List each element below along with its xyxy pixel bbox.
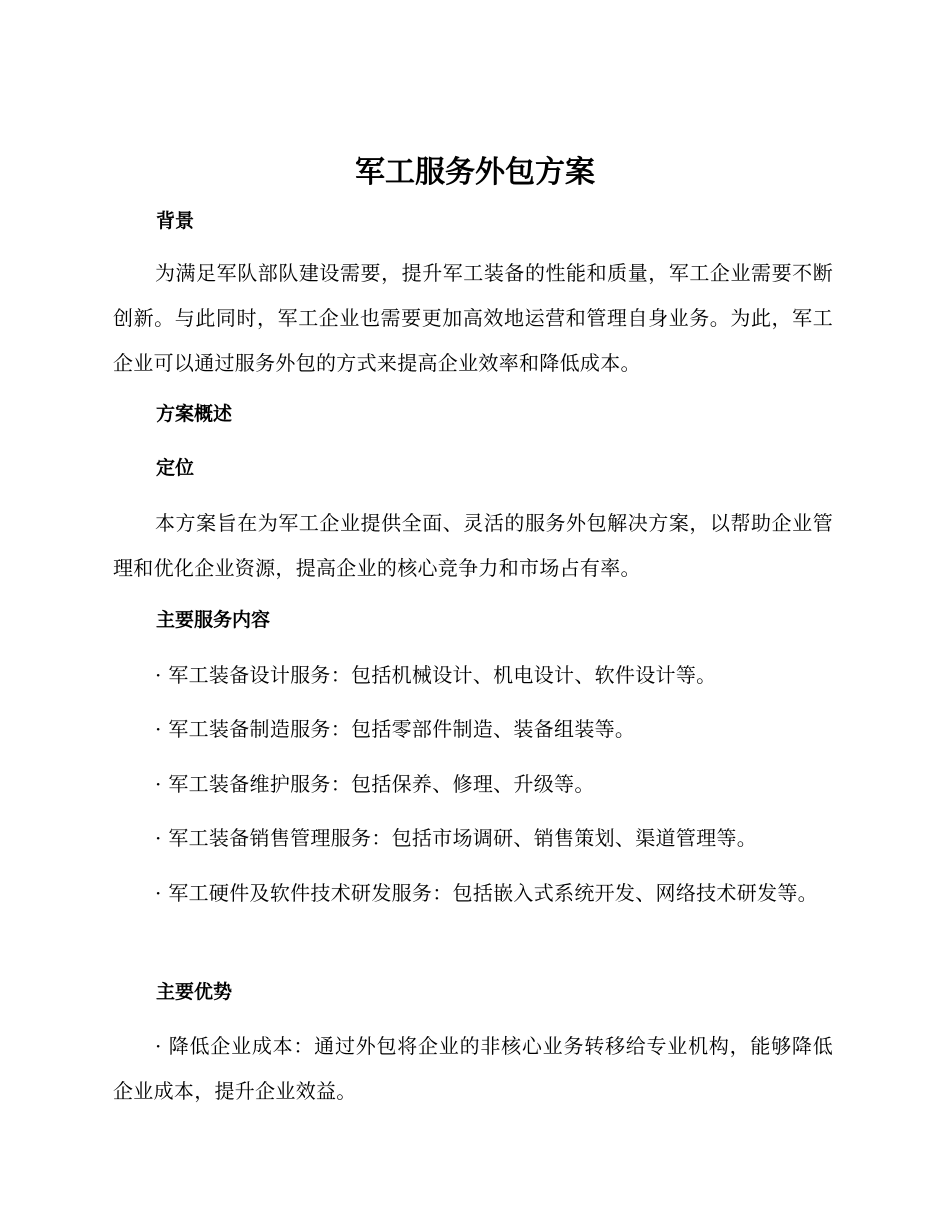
- paragraph-background: 为满足军队部队建设需要，提升军工装备的性能和质量，军工企业需要不断创新。与此同时，军工企业也需要更加高效地运营和管理自身业务。为此，军工企业可以通过服务外包的方式来提高企业效率和降低成本。: [113, 261, 833, 375]
- list-item-advantage-cost: · 降低企业成本：通过外包将企业的非核心业务转移给专业机构，能够降低企业成本，提升企业效益。: [113, 1034, 833, 1103]
- list-item-service-manufacturing: · 军工装备制造服务：包括零部件制造、装备组装等。: [155, 717, 636, 741]
- list-item-service-design: · 军工装备设计服务：包括机械设计、机电设计、软件设计等。: [155, 663, 717, 687]
- paragraph-positioning: 本方案旨在为军工企业提供全面、灵活的服务外包解决方案，以帮助企业管理和优化企业资源，提高企业的核心竞争力和市场占有率。: [113, 511, 833, 580]
- list-item-service-maintenance: · 军工装备维护服务：包括保养、修理、升级等。: [155, 772, 595, 796]
- heading-background: 背景: [156, 210, 195, 232]
- document-title: 军工服务外包方案: [355, 155, 595, 190]
- heading-positioning: 定位: [156, 457, 195, 479]
- heading-advantages: 主要优势: [156, 981, 233, 1003]
- list-item-service-rnd: · 军工硬件及软件技术研发服务：包括嵌入式系统开发、网络技术研发等。: [155, 881, 818, 905]
- list-item-service-sales: · 军工装备销售管理服务：包括市场调研、销售策划、渠道管理等。: [155, 826, 758, 850]
- heading-overview: 方案概述: [156, 403, 233, 425]
- heading-services: 主要服务内容: [156, 609, 271, 631]
